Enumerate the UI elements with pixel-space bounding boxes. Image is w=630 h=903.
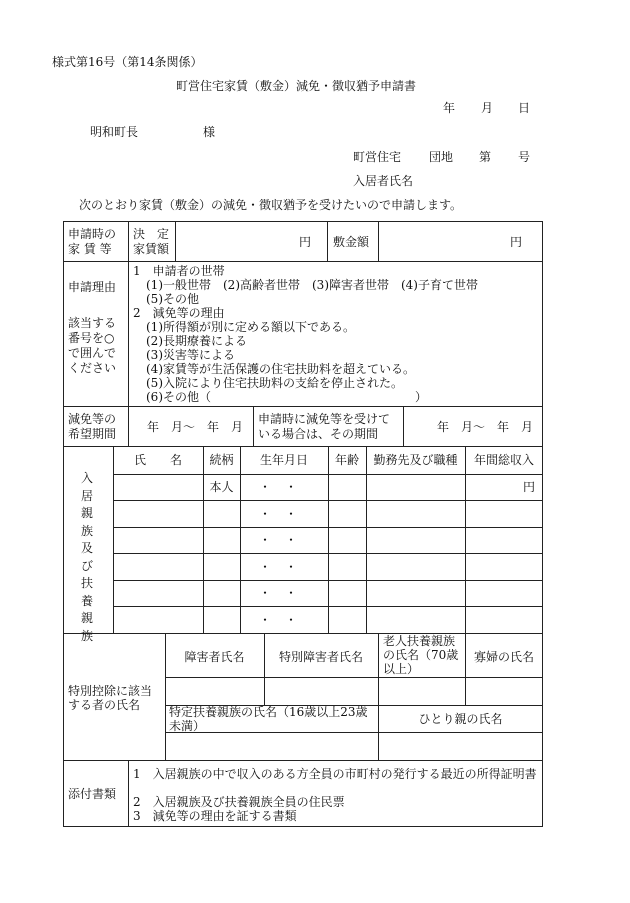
- col-divider: [327, 221, 328, 261]
- birthdate-separator: ・・: [258, 480, 311, 494]
- col-divider: [378, 221, 379, 261]
- header-income: 年間総収入: [473, 453, 534, 467]
- reason-line: (6)その他（ ）: [146, 390, 428, 404]
- family-row-line: [113, 606, 543, 607]
- reason-line: (3)災害等による: [146, 348, 235, 362]
- resident-name-label: 入居者氏名: [353, 174, 414, 188]
- row-divider: [63, 406, 543, 407]
- col-divider: [128, 221, 129, 261]
- attachment-item: 1 入居親族の中で収入のある方全員の市町村の発行する最近の所得証明書: [133, 767, 537, 781]
- current-period-note-1: 申請時に減免等を受けて: [258, 412, 391, 426]
- widow-name-header: 寡婦の氏名: [473, 650, 534, 664]
- reason-line: (1)一般世帯 (2)高齢者世帯 (3)障害者世帯 (4)子育て世帯: [146, 278, 478, 292]
- reason-line: (1)所得額が別に定める額以下である。: [146, 320, 355, 334]
- disabled-name-header: 障害者氏名: [184, 650, 245, 664]
- page-title: 町営住宅家賃（敷金）減免・徴収猶予申請書: [176, 79, 417, 93]
- col-divider: [378, 633, 379, 760]
- header-birthdate: 生年月日: [259, 453, 308, 467]
- decided-rent-label-2: 家賃額: [133, 242, 170, 256]
- reason-label: 申請理由: [68, 280, 117, 294]
- danchi-label: 団地: [429, 150, 454, 164]
- row-divider: [63, 446, 543, 447]
- reason-line: (5)入院により住宅扶助料の支給を停止された。: [146, 376, 403, 390]
- reason-instruction-1: 該当する: [68, 316, 117, 330]
- housing-label: 町営住宅: [353, 150, 402, 164]
- col-divider: [253, 406, 254, 446]
- deduction-row-line: [165, 677, 543, 678]
- deduction-side-label: 特別控除に該当する者の氏名: [68, 684, 153, 712]
- row-divider: [63, 760, 543, 761]
- special-disabled-name-header: 特別障害者氏名: [278, 650, 363, 664]
- specific-dependent-header: 特定扶養親族の氏名（16歳以上23歳未満）: [169, 705, 368, 733]
- col-divider: [175, 221, 176, 261]
- building-label: 第: [479, 150, 492, 164]
- family-row-line: [113, 527, 543, 528]
- reason-instruction-2: 番号を○: [68, 331, 115, 345]
- decided-rent-label-1: 決 定: [133, 227, 170, 241]
- family-row-line: [113, 580, 543, 581]
- reason-line: (5)その他: [146, 292, 199, 306]
- rent-yen: 円: [299, 235, 312, 249]
- attachment-item: 2 入居親族及び扶養親族全員の住民票: [133, 795, 345, 809]
- rent-label-2: 家 賃 等: [68, 242, 112, 256]
- birthdate-separator: ・・: [258, 533, 311, 547]
- income-yen: 円: [523, 480, 536, 494]
- family-row-line: [113, 474, 543, 475]
- period-label-2: 希望期間: [68, 427, 117, 441]
- header-name: 氏 名: [133, 453, 182, 467]
- header-relation: 続柄: [209, 453, 234, 467]
- family-row-line: [113, 553, 543, 554]
- birthdate-separator: ・・: [258, 586, 311, 600]
- col-divider: [128, 261, 129, 406]
- date-day: 日: [518, 101, 531, 115]
- period-label-1: 減免等の: [68, 412, 117, 426]
- attachments-label: 添付書類: [68, 787, 117, 801]
- col-divider: [465, 633, 466, 705]
- honorific: 様: [203, 125, 216, 139]
- col-divider: [128, 760, 129, 827]
- elderly-dependent-header: 老人扶養親族の氏名（70歳以上）: [383, 634, 459, 676]
- row-divider: [63, 633, 543, 634]
- family-row-line: [113, 500, 543, 501]
- attachment-item: 3 減免等の理由を証する書類: [133, 809, 297, 823]
- date-year: 年: [443, 101, 456, 115]
- intro-text: 次のとおり家賃（敷金）の減免・徴収猶予を受けたいので申請します。: [79, 198, 463, 212]
- reason-line: 1 申請者の世帯: [133, 264, 225, 278]
- reason-instruction-4: ください: [68, 361, 117, 375]
- addressee: 明和町長: [90, 125, 139, 139]
- header-age: 年齢: [334, 453, 359, 467]
- deposit-label: 敷金額: [333, 235, 370, 249]
- reason-instruction-3: で囲んで: [68, 346, 117, 360]
- current-period: 年 月〜 年 月: [437, 420, 534, 434]
- birthdate-separator: ・・: [258, 507, 311, 521]
- desired-period: 年 月〜 年 月: [147, 420, 244, 434]
- col-divider: [403, 406, 404, 446]
- single-parent-header: ひとり親の氏名: [418, 712, 503, 726]
- date-month: 月: [481, 101, 494, 115]
- birthdate-separator: ・・: [258, 560, 311, 574]
- header-workplace: 勤務先及び職種: [373, 453, 458, 467]
- family-side-label: 入居親族及び扶養親族: [81, 471, 94, 643]
- rent-label-1: 申請時の: [68, 227, 117, 241]
- number-label: 号: [518, 150, 531, 164]
- deposit-yen: 円: [510, 235, 523, 249]
- reason-line: (2)長期療養による: [146, 334, 247, 348]
- birthdate-separator: ・・: [258, 613, 311, 627]
- row-divider: [63, 261, 543, 262]
- col-divider: [264, 633, 265, 705]
- form-number: 様式第16号（第14条関係）: [52, 55, 203, 69]
- reason-line: (4)家賃等が生活保護の住宅扶助料を超えている。: [146, 362, 415, 376]
- relation-self: 本人: [209, 480, 234, 494]
- col-divider: [128, 406, 129, 446]
- reason-line: 2 減免等の理由: [133, 306, 225, 320]
- current-period-note-2: いる場合は、その期間: [258, 427, 379, 441]
